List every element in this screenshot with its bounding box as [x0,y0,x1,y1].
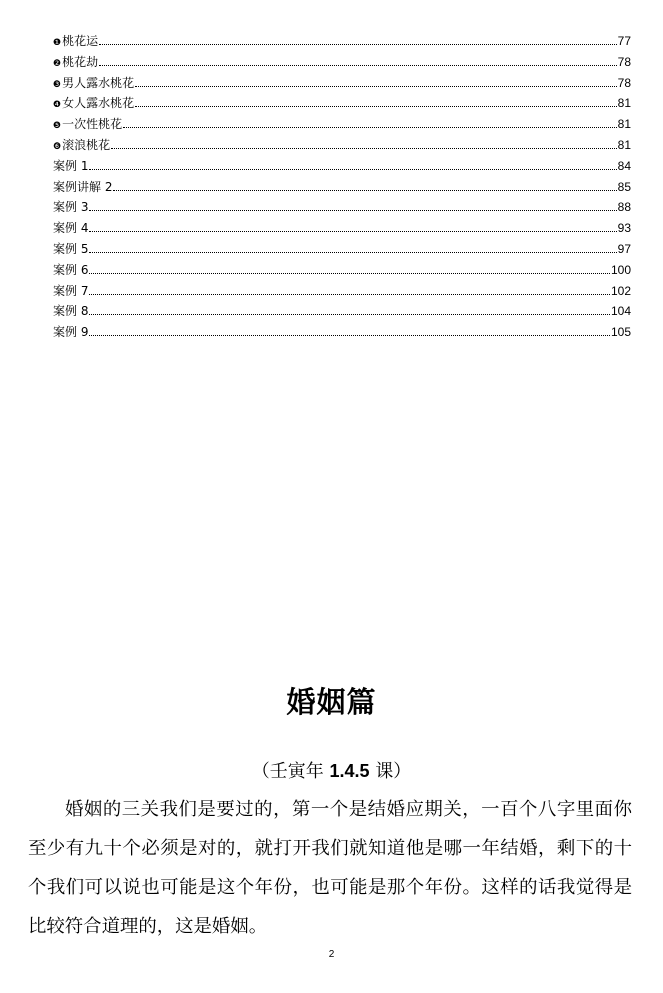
toc-number-marker: ❻ [53,141,62,152]
toc-entry-label: 一次性桃花 [62,117,123,132]
toc-leader-dots [135,85,617,87]
toc-entry-label: 案例 8 [53,304,89,319]
toc-number-marker: ❶ [53,38,62,48]
toc-entry[interactable] [53,177,631,198]
toc-entry[interactable] [53,114,631,135]
toc-entry-label: 男人露水桃花 [62,75,135,90]
toc-leader-dots [113,189,616,191]
toc-entry-page: 97 [617,241,631,256]
page-number: 2 [328,949,335,960]
toc-entry[interactable] [53,31,631,52]
toc-entry-label: 案例 6 [53,262,89,277]
toc-leader-dots [89,168,616,170]
toc-entry[interactable] [53,135,631,156]
toc-entry[interactable] [53,301,631,322]
toc-entry-page: 85 [617,179,631,194]
toc-entry[interactable] [53,93,631,114]
toc-number-marker: ❷ [53,58,62,69]
toc-leader-dots [89,209,616,211]
toc-entry-page: 81 [617,137,631,152]
toc-entry-label: 案例 1 [53,158,89,173]
toc-entry[interactable] [53,197,631,218]
toc-leader-dots [99,64,617,66]
toc-entry-label: 案例 4 [53,221,89,236]
toc-entry-label: 桃花劫 [62,54,99,69]
toc-entry[interactable] [53,239,631,260]
toc-leader-dots [89,272,610,274]
toc-number-marker: ❹ [53,100,62,111]
toc-entry[interactable] [53,281,631,302]
toc-entry-label: 女人露水桃花 [62,96,135,111]
toc-entry[interactable] [53,218,631,239]
toc-entry-page: 104 [610,304,631,319]
toc-entry[interactable] [53,73,631,94]
toc-number-marker: ❸ [53,79,62,90]
toc-leader-dots [111,147,617,149]
toc-entry[interactable] [53,52,631,73]
toc-leader-dots [89,293,610,295]
toc-entry[interactable] [53,156,631,177]
toc-entry-page: 105 [610,325,631,340]
toc-leader-dots [99,43,617,45]
table-of-contents [53,31,631,343]
subtitle-lesson-number: 1.4.5 [329,761,370,781]
toc-entry-label: 桃花运 [62,34,99,48]
toc-number-marker: ❺ [53,121,62,132]
toc-entry-label: 案例 5 [53,241,89,256]
toc-leader-dots [89,334,610,336]
toc-entry[interactable] [53,260,631,281]
toc-entry-page: 100 [610,262,631,277]
toc-entry-page: 84 [617,158,631,173]
toc-entry-label: 案例 7 [53,283,89,298]
toc-entry-page: 77 [617,34,631,48]
toc-entry-page: 78 [617,75,631,90]
toc-entry-page: 81 [617,117,631,132]
toc-entry-label: 案例 9 [53,325,89,340]
toc-entry-page: 88 [617,200,631,215]
toc-entry-page: 81 [617,96,631,111]
toc-leader-dots [89,313,610,315]
toc-leader-dots [123,126,617,128]
section-subtitle [0,757,663,783]
toc-leader-dots [89,230,616,232]
body-paragraph: 婚姻的三关我们是要过的，第一个是结婚应期关，一百个八字里面你至少有九十个必须是对的，就打开我们就知道他是哪一年结婚，剩下的十个我们可以说也可能是这个年份，也可能是那个年份。这样的话我觉得是比较符合道理的，这是婚姻。 [28,799,632,937]
toc-leader-dots [89,251,616,253]
toc-entry[interactable] [53,322,631,343]
toc-entry-page: 102 [610,283,631,298]
toc-entry-label: 滚浪桃花 [62,137,111,152]
toc-entry-page: 93 [617,221,631,236]
subtitle-close: 课） [369,761,412,782]
toc-entry-label: 案例 3 [53,200,89,215]
toc-entry-label: 案例讲解 2 [53,179,113,194]
toc-entry-page: 78 [617,54,631,69]
subtitle-open: （壬寅年 [251,761,330,782]
section-title: 婚姻篇 [286,685,377,719]
toc-leader-dots [135,105,617,107]
